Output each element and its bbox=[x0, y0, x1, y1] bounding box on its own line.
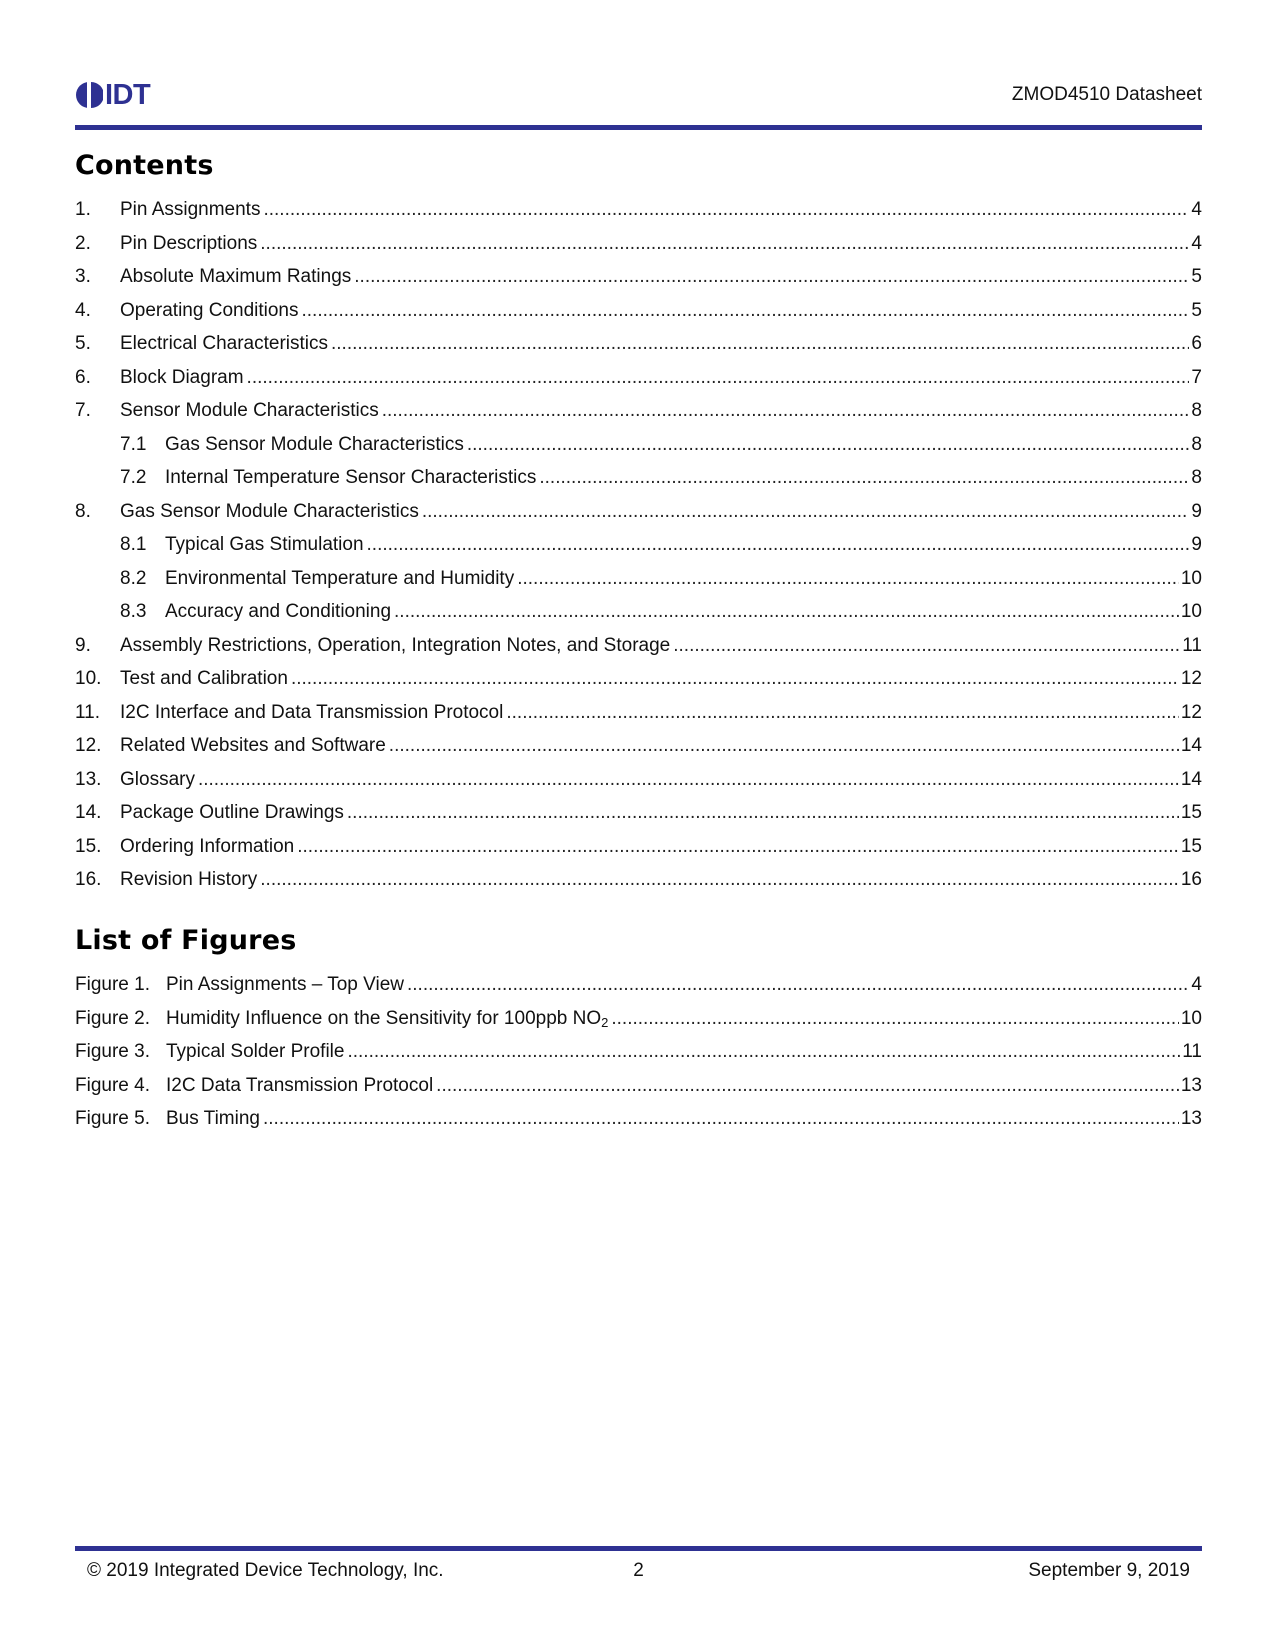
page-header bbox=[75, 74, 1202, 132]
dot-leader bbox=[302, 294, 1190, 328]
contents-entry[interactable] bbox=[75, 528, 1202, 562]
contents-entry[interactable] bbox=[75, 260, 1202, 294]
contents-entry[interactable] bbox=[75, 428, 1202, 462]
idt-logo-text: IDT bbox=[105, 79, 151, 111]
dot-leader bbox=[389, 729, 1179, 763]
contents-entry[interactable] bbox=[75, 595, 1202, 629]
copyright: © 2019 Integrated Device Technology, Inc. bbox=[87, 1560, 444, 1581]
contents-entry-title: Absolute Maximum Ratings bbox=[120, 266, 352, 287]
figures-entry-subscript: 2 bbox=[601, 1014, 609, 1030]
dot-leader bbox=[382, 394, 1190, 428]
dot-leader bbox=[611, 1002, 1179, 1036]
figures-entry[interactable] bbox=[75, 1069, 1202, 1103]
publication-date: September 9, 2019 bbox=[1028, 1560, 1190, 1581]
contents-entry-page: 15 bbox=[1180, 802, 1202, 823]
contents-entry-number: 1. bbox=[75, 199, 91, 220]
page-footer bbox=[75, 1560, 1202, 1590]
figures-entry-title: Humidity Influence on the Sensitivity for 100ppb $NO_2$ bbox=[166, 1007, 609, 1030]
contents-entry-title: Revision History bbox=[120, 869, 258, 890]
dot-leader bbox=[539, 461, 1189, 495]
dot-leader bbox=[263, 193, 1189, 227]
contents-entry-number: 4. bbox=[75, 299, 91, 321]
contents-entry-number: 8.1 bbox=[120, 534, 147, 555]
contents-entry-number: 5. bbox=[75, 333, 91, 354]
dot-leader bbox=[331, 327, 1189, 361]
dot-leader bbox=[297, 830, 1179, 864]
contents-entry[interactable] bbox=[75, 830, 1202, 864]
contents-entry-page: 6 bbox=[1191, 333, 1202, 354]
dot-leader bbox=[247, 361, 1190, 395]
contents-entry-number: 12. bbox=[75, 735, 102, 756]
contents-entry[interactable] bbox=[75, 193, 1202, 227]
dot-leader bbox=[263, 1102, 1179, 1136]
contents-heading: Contents bbox=[75, 150, 214, 181]
contents-entry[interactable] bbox=[75, 461, 1202, 495]
figures-entry[interactable] bbox=[75, 1102, 1202, 1136]
dot-leader bbox=[394, 595, 1179, 629]
page-number: 2 bbox=[633, 1560, 644, 1581]
contents-entry-title: Related Websites and Software bbox=[120, 735, 386, 756]
contents-entry[interactable] bbox=[75, 863, 1202, 897]
dot-leader bbox=[354, 260, 1189, 294]
contents-entry-title: Glossary bbox=[120, 768, 195, 790]
contents-entry-page: 14 bbox=[1180, 735, 1202, 756]
contents-entry-page: 10 bbox=[1180, 601, 1202, 622]
contents-entry[interactable] bbox=[75, 394, 1202, 428]
dot-leader bbox=[347, 1035, 1180, 1069]
document-title: ZMOD4510 Datasheet bbox=[1011, 84, 1202, 105]
contents-entry-page: 14 bbox=[1180, 768, 1202, 790]
contents-entry-page: 4 bbox=[1191, 232, 1202, 254]
contents-entry-number: 7.2 bbox=[120, 467, 147, 488]
contents-entry-title: Assembly Restrictions, Operation, Integration Notes, and Storage bbox=[120, 634, 671, 656]
contents-entry-title: Package Outline Drawings bbox=[120, 802, 344, 823]
contents-entry-number: 14. bbox=[75, 802, 102, 823]
contents-entry-title: Block Diagram bbox=[120, 366, 244, 388]
contents-entry-page: 8 bbox=[1191, 467, 1202, 488]
contents-entry-title: Accuracy and Conditioning bbox=[165, 601, 392, 622]
header-rule bbox=[75, 125, 1202, 130]
contents-entry-number: 8.2 bbox=[120, 567, 147, 589]
contents-entry-number: 13. bbox=[75, 768, 102, 790]
contents-entry-page: 12 bbox=[1180, 668, 1202, 689]
contents-entry[interactable] bbox=[75, 327, 1202, 361]
dot-leader bbox=[347, 796, 1179, 830]
dot-leader bbox=[260, 863, 1179, 897]
contents-entry[interactable] bbox=[75, 729, 1202, 763]
contents-entry-number: 11. bbox=[75, 701, 101, 723]
contents-entry[interactable] bbox=[75, 629, 1202, 663]
figures-entry-page: 10 bbox=[1180, 1007, 1202, 1029]
footer-rule bbox=[75, 1546, 1202, 1551]
idt-logo-mark-icon bbox=[75, 81, 103, 109]
contents-entry-page: 7 bbox=[1191, 366, 1202, 388]
contents-entry-number: 7.1 bbox=[120, 433, 147, 455]
figures-entry[interactable] bbox=[75, 968, 1202, 1002]
dot-leader bbox=[260, 227, 1189, 261]
contents-entry-title: I2C Interface and Data Transmission Protocol bbox=[120, 701, 504, 723]
contents-entry-number: 6. bbox=[75, 366, 91, 388]
contents-entry-page: 12 bbox=[1180, 701, 1202, 723]
contents-entry-number: 3. bbox=[75, 266, 91, 287]
idt-logo bbox=[75, 79, 150, 111]
dot-leader bbox=[436, 1069, 1179, 1103]
dot-leader bbox=[517, 562, 1179, 596]
figures-entry[interactable] bbox=[75, 1035, 1202, 1069]
figures-entry-number: Figure 1. bbox=[75, 974, 150, 995]
figures-entry-number: Figure 4. bbox=[75, 1074, 150, 1096]
contents-entry-number: 16. bbox=[75, 869, 102, 890]
contents-entry[interactable] bbox=[75, 696, 1202, 730]
dot-leader bbox=[291, 662, 1179, 696]
figures-entry-number: Figure 3. bbox=[75, 1041, 150, 1062]
figures-entry-title: Bus Timing bbox=[166, 1108, 260, 1129]
contents-entry-title: Gas Sensor Module Characteristics bbox=[120, 500, 419, 522]
contents-entry[interactable] bbox=[75, 662, 1202, 696]
contents-entry[interactable] bbox=[75, 763, 1202, 797]
figures-entry-page: 11 bbox=[1182, 1041, 1202, 1062]
figures-entry-page: 13 bbox=[1180, 1074, 1202, 1096]
dot-leader bbox=[198, 763, 1179, 797]
contents-entry-page: 15 bbox=[1180, 835, 1202, 857]
contents-entry-number: 10. bbox=[75, 668, 102, 689]
contents-entry-page: 11 bbox=[1182, 634, 1202, 656]
contents-entry[interactable] bbox=[75, 562, 1202, 596]
figures-entry-title: Typical Solder Profile bbox=[166, 1041, 345, 1062]
contents-entry[interactable] bbox=[75, 495, 1202, 529]
dot-leader bbox=[673, 629, 1180, 663]
contents-entry-title: Internal Temperature Sensor Characteristics bbox=[165, 467, 537, 488]
contents-entry-number: 8. bbox=[75, 500, 91, 522]
dot-leader bbox=[467, 428, 1190, 462]
contents-entry-title: Pin Assignments bbox=[120, 199, 261, 220]
figures-entry-title: Pin Assignments – Top View bbox=[166, 974, 404, 995]
dot-leader bbox=[407, 968, 1189, 1002]
contents-entry[interactable] bbox=[75, 361, 1202, 395]
contents-entry-page: 5 bbox=[1191, 266, 1202, 287]
contents-entry[interactable] bbox=[75, 294, 1202, 328]
contents-entry-number: 15. bbox=[75, 835, 102, 857]
contents-entry[interactable] bbox=[75, 227, 1202, 261]
figures-entry-number: Figure 2. bbox=[75, 1007, 150, 1029]
contents-entry-title: Ordering Information bbox=[120, 835, 295, 857]
figures-entry[interactable] bbox=[75, 1002, 1202, 1036]
contents-entry-title: Typical Gas Stimulation bbox=[165, 534, 364, 555]
contents-entry-number: 7. bbox=[75, 400, 91, 421]
contents-entry-title: Test and Calibration bbox=[120, 668, 288, 689]
contents-list bbox=[75, 193, 1202, 897]
contents-entry-page: 9 bbox=[1191, 534, 1202, 555]
contents-entry-title: Electrical Characteristics bbox=[120, 333, 328, 354]
contents-entry-page: 16 bbox=[1180, 869, 1202, 890]
dot-leader bbox=[367, 528, 1190, 562]
contents-entry-page: 10 bbox=[1180, 567, 1202, 589]
dot-leader bbox=[422, 495, 1190, 529]
figures-heading: List of Figures bbox=[75, 925, 297, 956]
contents-entry-page: 8 bbox=[1191, 433, 1202, 455]
figures-entry-title: I2C Data Transmission Protocol bbox=[166, 1074, 434, 1096]
figures-entry-page: 13 bbox=[1180, 1108, 1202, 1129]
contents-entry-number: 8.3 bbox=[120, 601, 147, 622]
contents-entry-title: Pin Descriptions bbox=[120, 232, 258, 254]
contents-entry-page: 4 bbox=[1191, 199, 1202, 220]
contents-entry-title: Sensor Module Characteristics bbox=[120, 400, 379, 421]
contents-entry-title: Environmental Temperature and Humidity bbox=[165, 567, 515, 589]
contents-entry-number: 9. bbox=[75, 634, 91, 656]
figures-list bbox=[75, 968, 1202, 1136]
figures-entry-number: Figure 5. bbox=[75, 1108, 150, 1129]
contents-entry-title: Gas Sensor Module Characteristics bbox=[165, 433, 464, 455]
contents-entry-page: 8 bbox=[1191, 400, 1202, 421]
contents-entry-title: Operating Conditions bbox=[120, 299, 299, 321]
contents-entry[interactable] bbox=[75, 796, 1202, 830]
contents-entry-page: 9 bbox=[1191, 500, 1202, 522]
contents-entry-number: 2. bbox=[75, 232, 91, 254]
contents-entry-page: 5 bbox=[1191, 299, 1202, 321]
figures-entry-page: 4 bbox=[1191, 974, 1202, 995]
dot-leader bbox=[506, 696, 1179, 730]
